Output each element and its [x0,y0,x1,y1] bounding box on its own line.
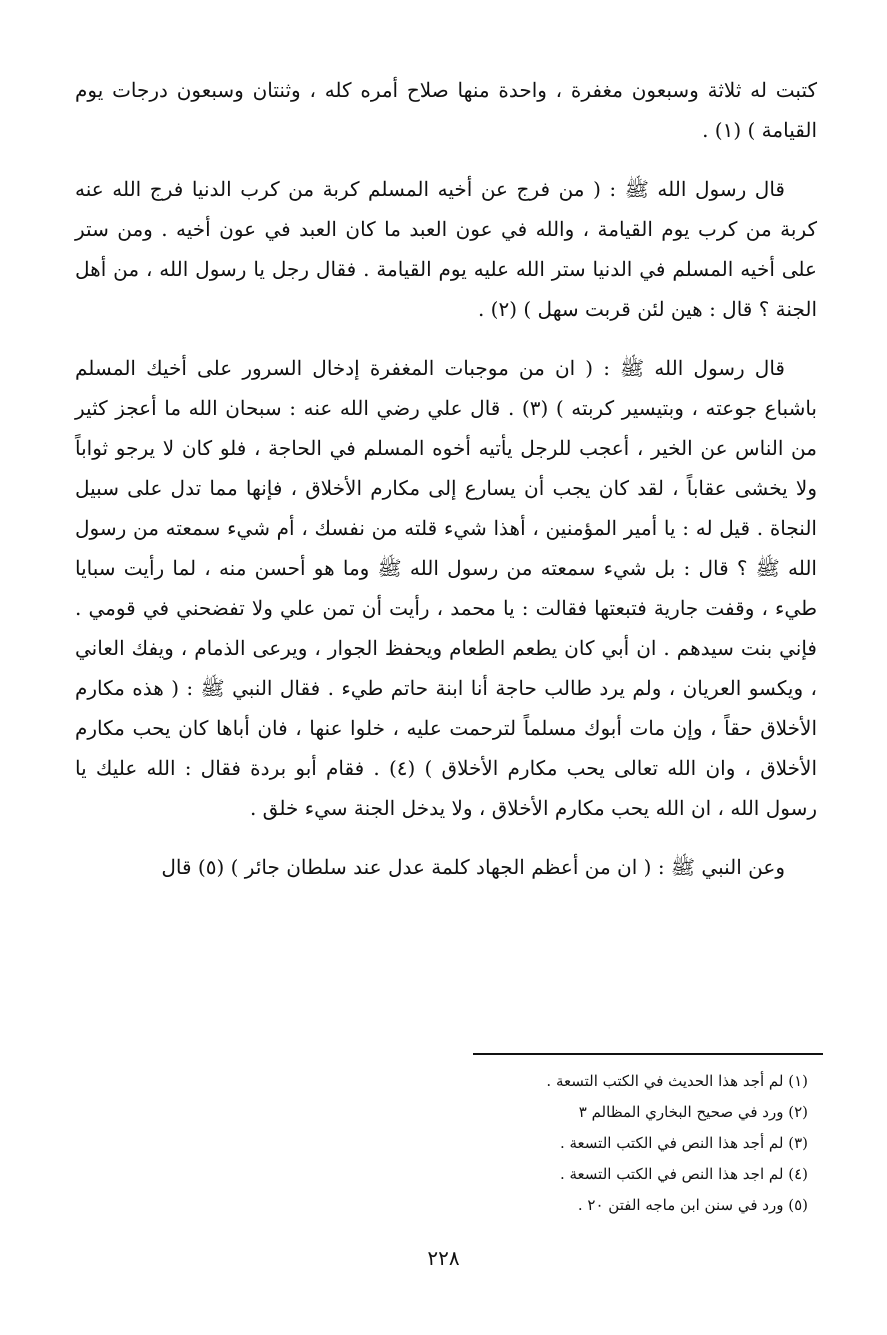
footnote-divider [473,1053,823,1055]
footnotes [430,1066,808,1221]
footnote-4: (٤) لم اجد هذا النص في الكتب التسعة . [559,1165,808,1183]
footnote-2: (٢) ورد في صحيح البخاري المظالم ٣ [578,1103,808,1121]
paragraph-1: كتبت له ثلاثة وسبعون مغفرة ، واحدة منها صلاح أمره كله ، وثنتان وسبعون درجات يوم القيامة ) (١) . [75,78,817,142]
main-text [75,70,817,887]
footnote-1: (١) لم أجد هذا الحديث في الكتب التسعة . [546,1072,808,1090]
paragraph-3: قال رسول الله ﷺ : ( ان من موجبات المغفرة إدخال السرور على أخيك المسلم باشباع جوعته ، وبتيسير كربته ) (٣) . قال علي رضي الله عنه : سبحان الله ما أعجز كثير من الناس عن الخير ، أعجب للرجل يأتيه أخوه المسلم في الحاجة ، فلو كان لا يرجو ثواباً ولا يخشى عقاباً ، لقد كان يجب أن يسارع إلى مكارم الأخلاق ، فإنها مما تدل على سبيل النجاة . قيل له : يا أمير المؤمنين ، أهذا شيء قلته من نفسك ، أم شيء سمعته من رسول الله ﷺ ؟ قال : بل شيء سمعته من رسول الله ﷺ وما هو أحسن منه ، لما رأيت سبايا طيء ، وقفت جارية فتبعتها فقالت : يا محمد ، رأيت أن تمن علي ولا تفضحني في قومي . فإني بنت سيدهم . ان أبي كان يطعم الطعام ويحفظ الجوار ، ويرعى الذمام ، ويفك العاني ، ويكسو العريان ، ولم يرد طالب حاجة أنا ابنة حاتم طيء . فقال النبي ﷺ : ( هذه مكارم الأخلاق حقاً ، وإن مات أبوك مسلماً لترحمت عليه ، خلوا عنها ، فان أباها كان يحب مكارم الأخلاق ، وان الله تعالى يحب مكارم الأخلاق ) (٤) . فقام أبو بردة فقال : الله عليك يا رسول الله ، ان الله يحب مكارم الأخلاق ، ولا يدخل الجنة سيء خلق . [75,356,817,820]
footnote-5: (٥) ورد في سنن ابن ماجه الفتن ٢٠ . [577,1196,808,1214]
footnote-3: (٣) لم أجد هذا النص في الكتب التسعة . [559,1134,808,1152]
page-number: ٢٢٨ [427,1246,460,1270]
paragraph-2: قال رسول الله ﷺ : ( من فرج عن أخيه المسلم كربة من كرب الدنيا فرج الله عنه كربة من كرب يوم القيامة ، والله في عون العبد ما كان العبد في عون أخيه . ومن ستر على أخيه المسلم في الدنيا ستر الله عليه يوم القيامة . فقال رجل يا رسول الله ، من أهل الجنة ؟ قال : هين لئن قربت سهل ) (٢) . [75,177,817,321]
paragraph-4: وعن النبي ﷺ : ( ان من أعظم الجهاد كلمة عدل عند سلطان جائر ) (٥) قال [161,855,785,879]
